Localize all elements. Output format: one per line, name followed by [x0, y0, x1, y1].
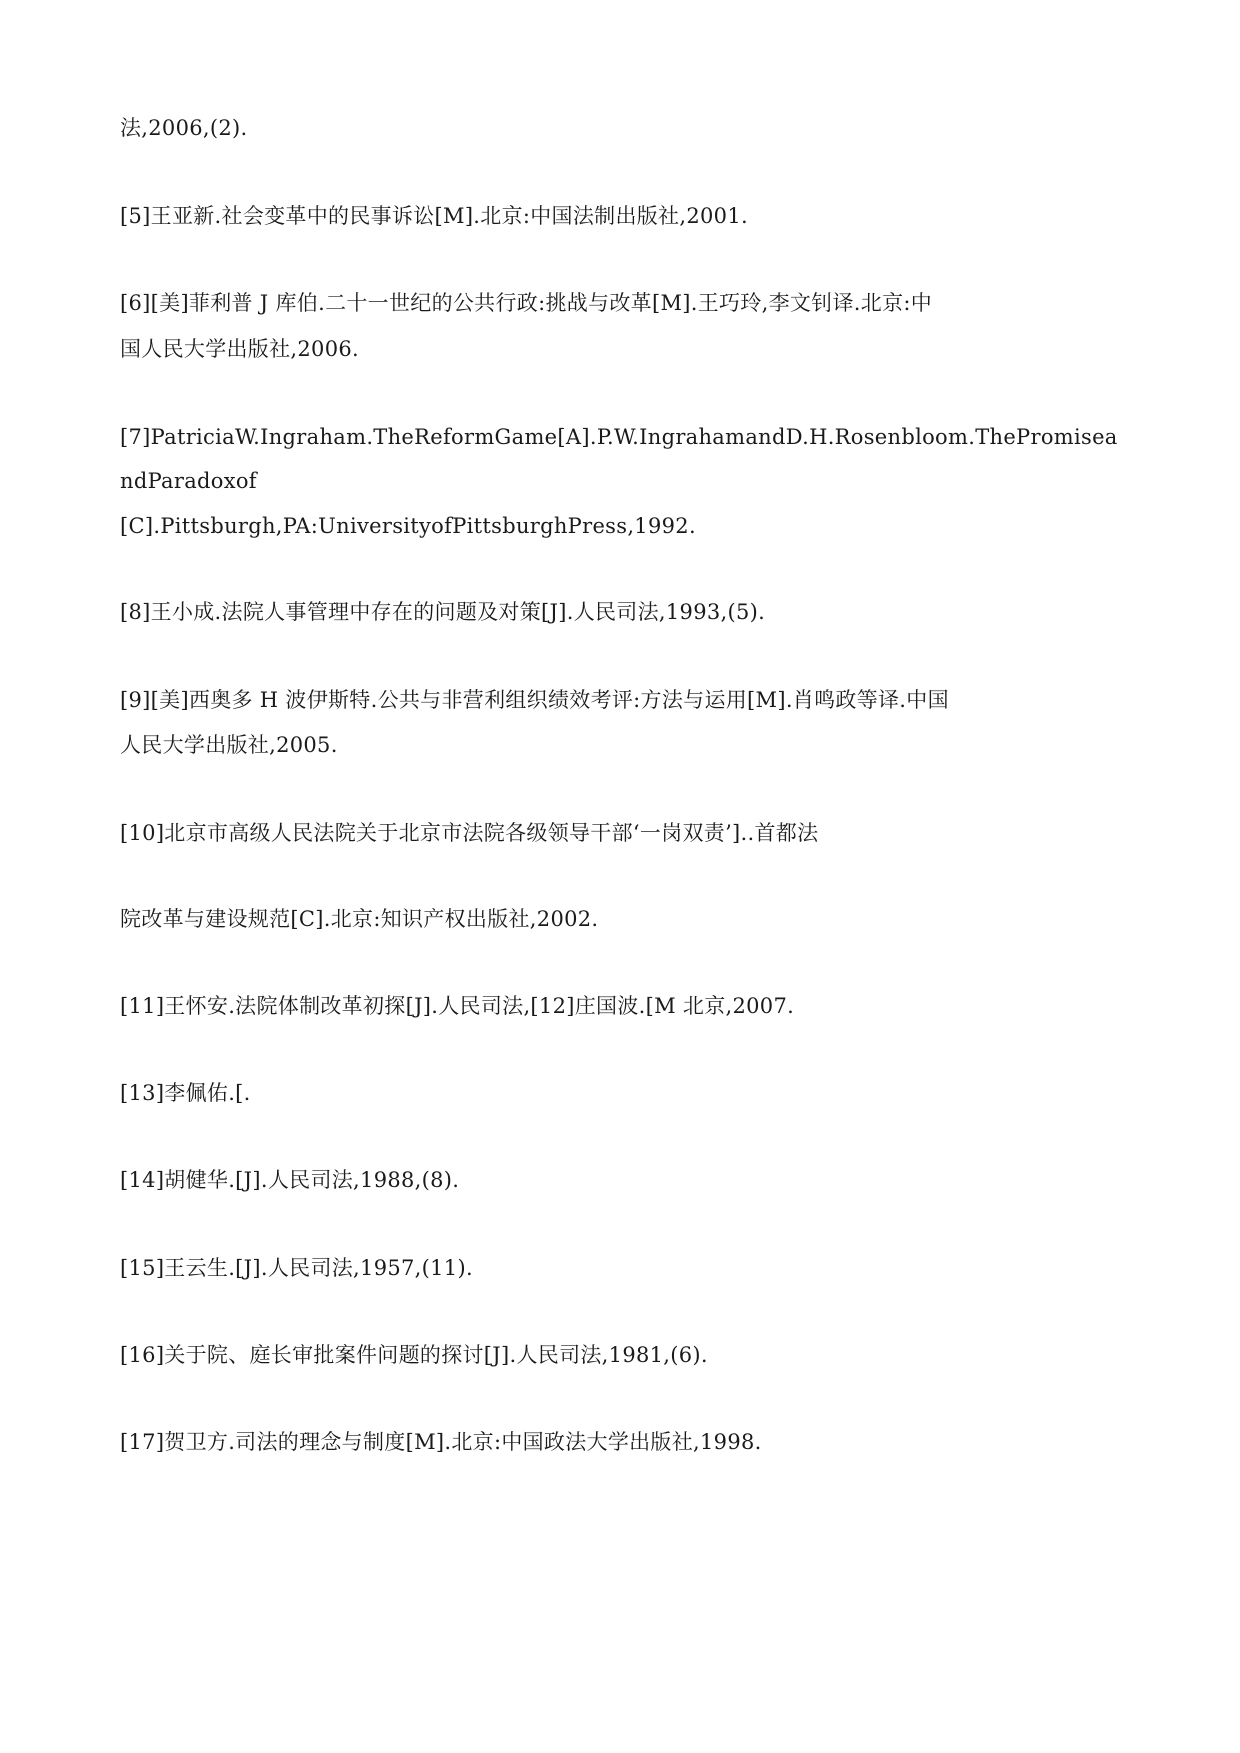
reference-16: [16]关于院、庭长审批案件问题的探讨[J].人民司法,1981,(6). [120, 1343, 708, 1367]
reference-10-line-1: [10]北京市高级人民法院关于北京市法院各级领导干部‘一岗双责’]..首都法 [120, 821, 819, 845]
reference-10-line-2: 院改革与建设规范[C].北京:知识产权出版社,2002. [120, 907, 599, 931]
reference-9-line-1: [9][美]西奥多 H 波伊斯特.公共与非营利组织绩效考评:方法与运用[M].肖鸣政等译.中国 [120, 688, 949, 712]
reference-17: [17]贺卫方.司法的理念与制度[M].北京:中国政法大学出版社,1998. [120, 1430, 762, 1454]
reference-15: [15]王云生.[J].人民司法,1957,(11). [120, 1256, 473, 1280]
reference-14: [14]胡健华.[J].人民司法,1988,(8). [120, 1168, 460, 1192]
reference-7-line-3: [C].Pittsburgh,PA:UniversityofPittsburghPress,1992. [120, 514, 696, 538]
reference-11-12: [11]王怀安.法院体制改革初探[J].人民司法,[12]庄国波.[M 北京,2007. [120, 994, 795, 1018]
reference-13: [13]李佩佑.[. [120, 1081, 251, 1105]
reference-5: [5]王亚新.社会变革中的民事诉讼[M].北京:中国法制出版社,2001. [120, 204, 748, 228]
reference-6-line-2: 国人民大学出版社,2006. [120, 337, 359, 361]
reference-9-line-2: 人民大学出版社,2005. [120, 733, 338, 757]
reference-7-line-1: [7]PatriciaW.Ingraham.TheReformGame[A].P.W.IngrahamandD.H.Rosenbloom.ThePromisea [120, 425, 1118, 449]
reference-6-line-1: [6][美]菲利普 J 库伯.二十一世纪的公共行政:挑战与改革[M].王巧玲,李文钊译.北京:中 [120, 291, 933, 315]
text-line: 法,2006,(2). [120, 116, 248, 140]
reference-7-line-2: ndParadoxof [120, 469, 257, 493]
reference-8: [8]王小成.法院人事管理中存在的问题及对策[J].人民司法,1993,(5). [120, 600, 766, 624]
